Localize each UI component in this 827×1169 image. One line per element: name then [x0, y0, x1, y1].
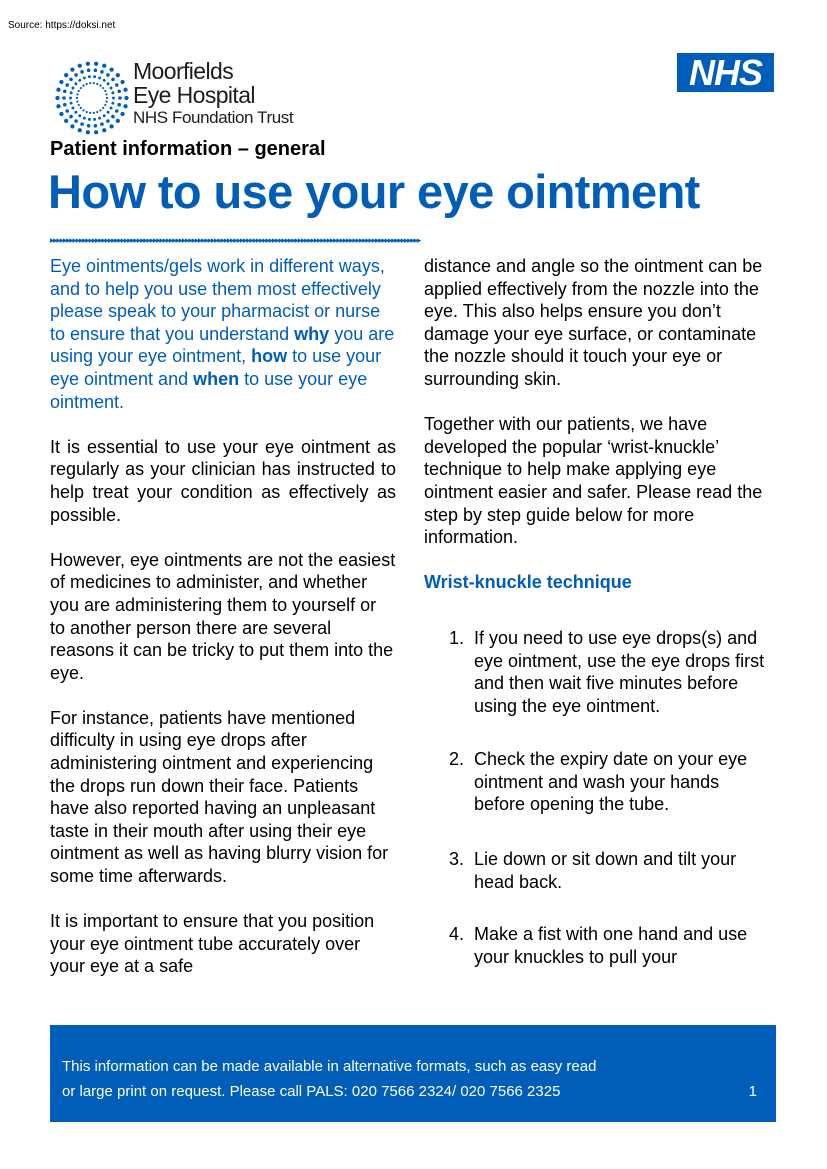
paragraph-together: Together with our patients, we have developed the popular ‘wrist-knuckle’ technique to help make applying eye ointment easier and safer. Please read the step by step guide below for more information. — [424, 414, 763, 548]
step-text: Make a fist with one hand and use your knuckles to pull your — [474, 924, 748, 967]
intro-text-2: you are using your eye ointment, — [50, 323, 395, 367]
list-item — [424, 748, 769, 816]
paragraph-important: It is important to ensure that you position your eye ointment tube accurately over your eye at a safe — [50, 911, 375, 977]
subheading-wrist-knuckle: Wrist-knuckle technique — [424, 572, 632, 593]
intro-text-4: to use your eye ointment. — [50, 368, 368, 412]
source-url: Source: https://doksi.net — [8, 20, 116, 31]
footer-line-1: This information can be made available in alternative formats, such as easy read — [62, 1058, 597, 1075]
paragraph-essential: It is essential to use your eye ointment as regularly as your clinician has instructed to help treat your condition as effectively as possible. — [50, 436, 396, 525]
step-text: If you need to use eye drops(s) and eye ointment, use the eye drops first and then wait five minutes before using the eye ointment. — [474, 627, 765, 716]
step-number: 4. — [449, 924, 465, 945]
logo-line-trust: NHS Foundation Trust — [133, 108, 294, 127]
step-number: 3. — [449, 849, 465, 870]
intro-text-1: Eye ointments/gels work in different ways, and to help you use them most effectively please speak to your pharmacist or nurse to ensure that you understand — [50, 256, 385, 344]
footer-line-2: or large print on request. Please call PALS: 020 7566 2324/ 020 7566 2325 — [62, 1083, 561, 1100]
left-column — [50, 255, 396, 978]
intro-emphasis-why: why — [294, 323, 330, 344]
nhs-logo: NHS — [677, 53, 774, 92]
right-column — [424, 255, 769, 968]
page-title: How to use your eye ointment — [48, 165, 700, 218]
list-item — [424, 627, 769, 717]
intro-text-3: to use your eye ointment and — [50, 346, 382, 389]
list-item — [424, 923, 769, 968]
step-text: Check the expiry date on your eye ointment and wash your hands before opening the tube. — [474, 749, 748, 815]
intro-emphasis-how: how — [251, 346, 288, 367]
intro-paragraph — [50, 255, 396, 413]
paragraph-however: However, eye ointments are not the easiest of medicines to administer, and whether you are administering them to yourself or to another person there are several reasons it can be tricky to put them into the eye. — [50, 549, 396, 683]
arrow-divider: ▸▸▸▸▸▸▸▸▸▸▸▸▸▸▸▸▸▸▸▸▸▸▸▸▸▸▸▸▸▸▸▸▸▸▸▸▸▸▸▸▸▸▸▸▸▸▸▸▸▸▸▸▸▸▸▸▸▸▸▸▸▸▸▸▸▸▸▸▸▸▸▸▸▸▸▸▸▸▸▸▸▸▸▸▸▸▸▸▸▸▸▸▸▸▸▸▸▸▸▸▸▸▸▸▸▸▸▸▸▸▸▸▸▸▸ — [50, 235, 421, 245]
accessibility-notice — [62, 1054, 596, 1104]
step-number: 1. — [449, 627, 465, 648]
page-number: 1 — [748, 1083, 757, 1100]
step-text: Lie down or sit down and tilt your head back. — [474, 849, 737, 892]
logo-wordmark — [133, 60, 293, 126]
step-number: 2. — [449, 749, 465, 770]
logo-line-moorfields: Moorfields — [133, 58, 234, 84]
footer-banner — [50, 1025, 776, 1122]
logo-line-eye-hospital: Eye Hospital — [133, 82, 255, 108]
sunburst-icon — [54, 60, 130, 136]
paragraph-for-instance: For instance, patients have mentioned difficulty in using eye drops after administering ointment and experiencing the drops run down their face. Patients have also reported having an unpleasant taste in their mouth after using their eye ointment as well as having blurry vision for some time afterwards. — [50, 707, 389, 887]
moorfields-logo — [54, 60, 334, 136]
intro-emphasis-when: when — [193, 368, 240, 389]
document-category: Patient information – general — [50, 138, 326, 160]
steps-list — [424, 627, 769, 969]
paragraph-distance: distance and angle so the ointment can be applied effectively from the nozzle into the eye. This also helps ensure you don’t damage your eye surface, or contaminate the nozzle should it touch your eye or surrounding skin. — [424, 256, 763, 389]
list-item — [424, 848, 769, 893]
